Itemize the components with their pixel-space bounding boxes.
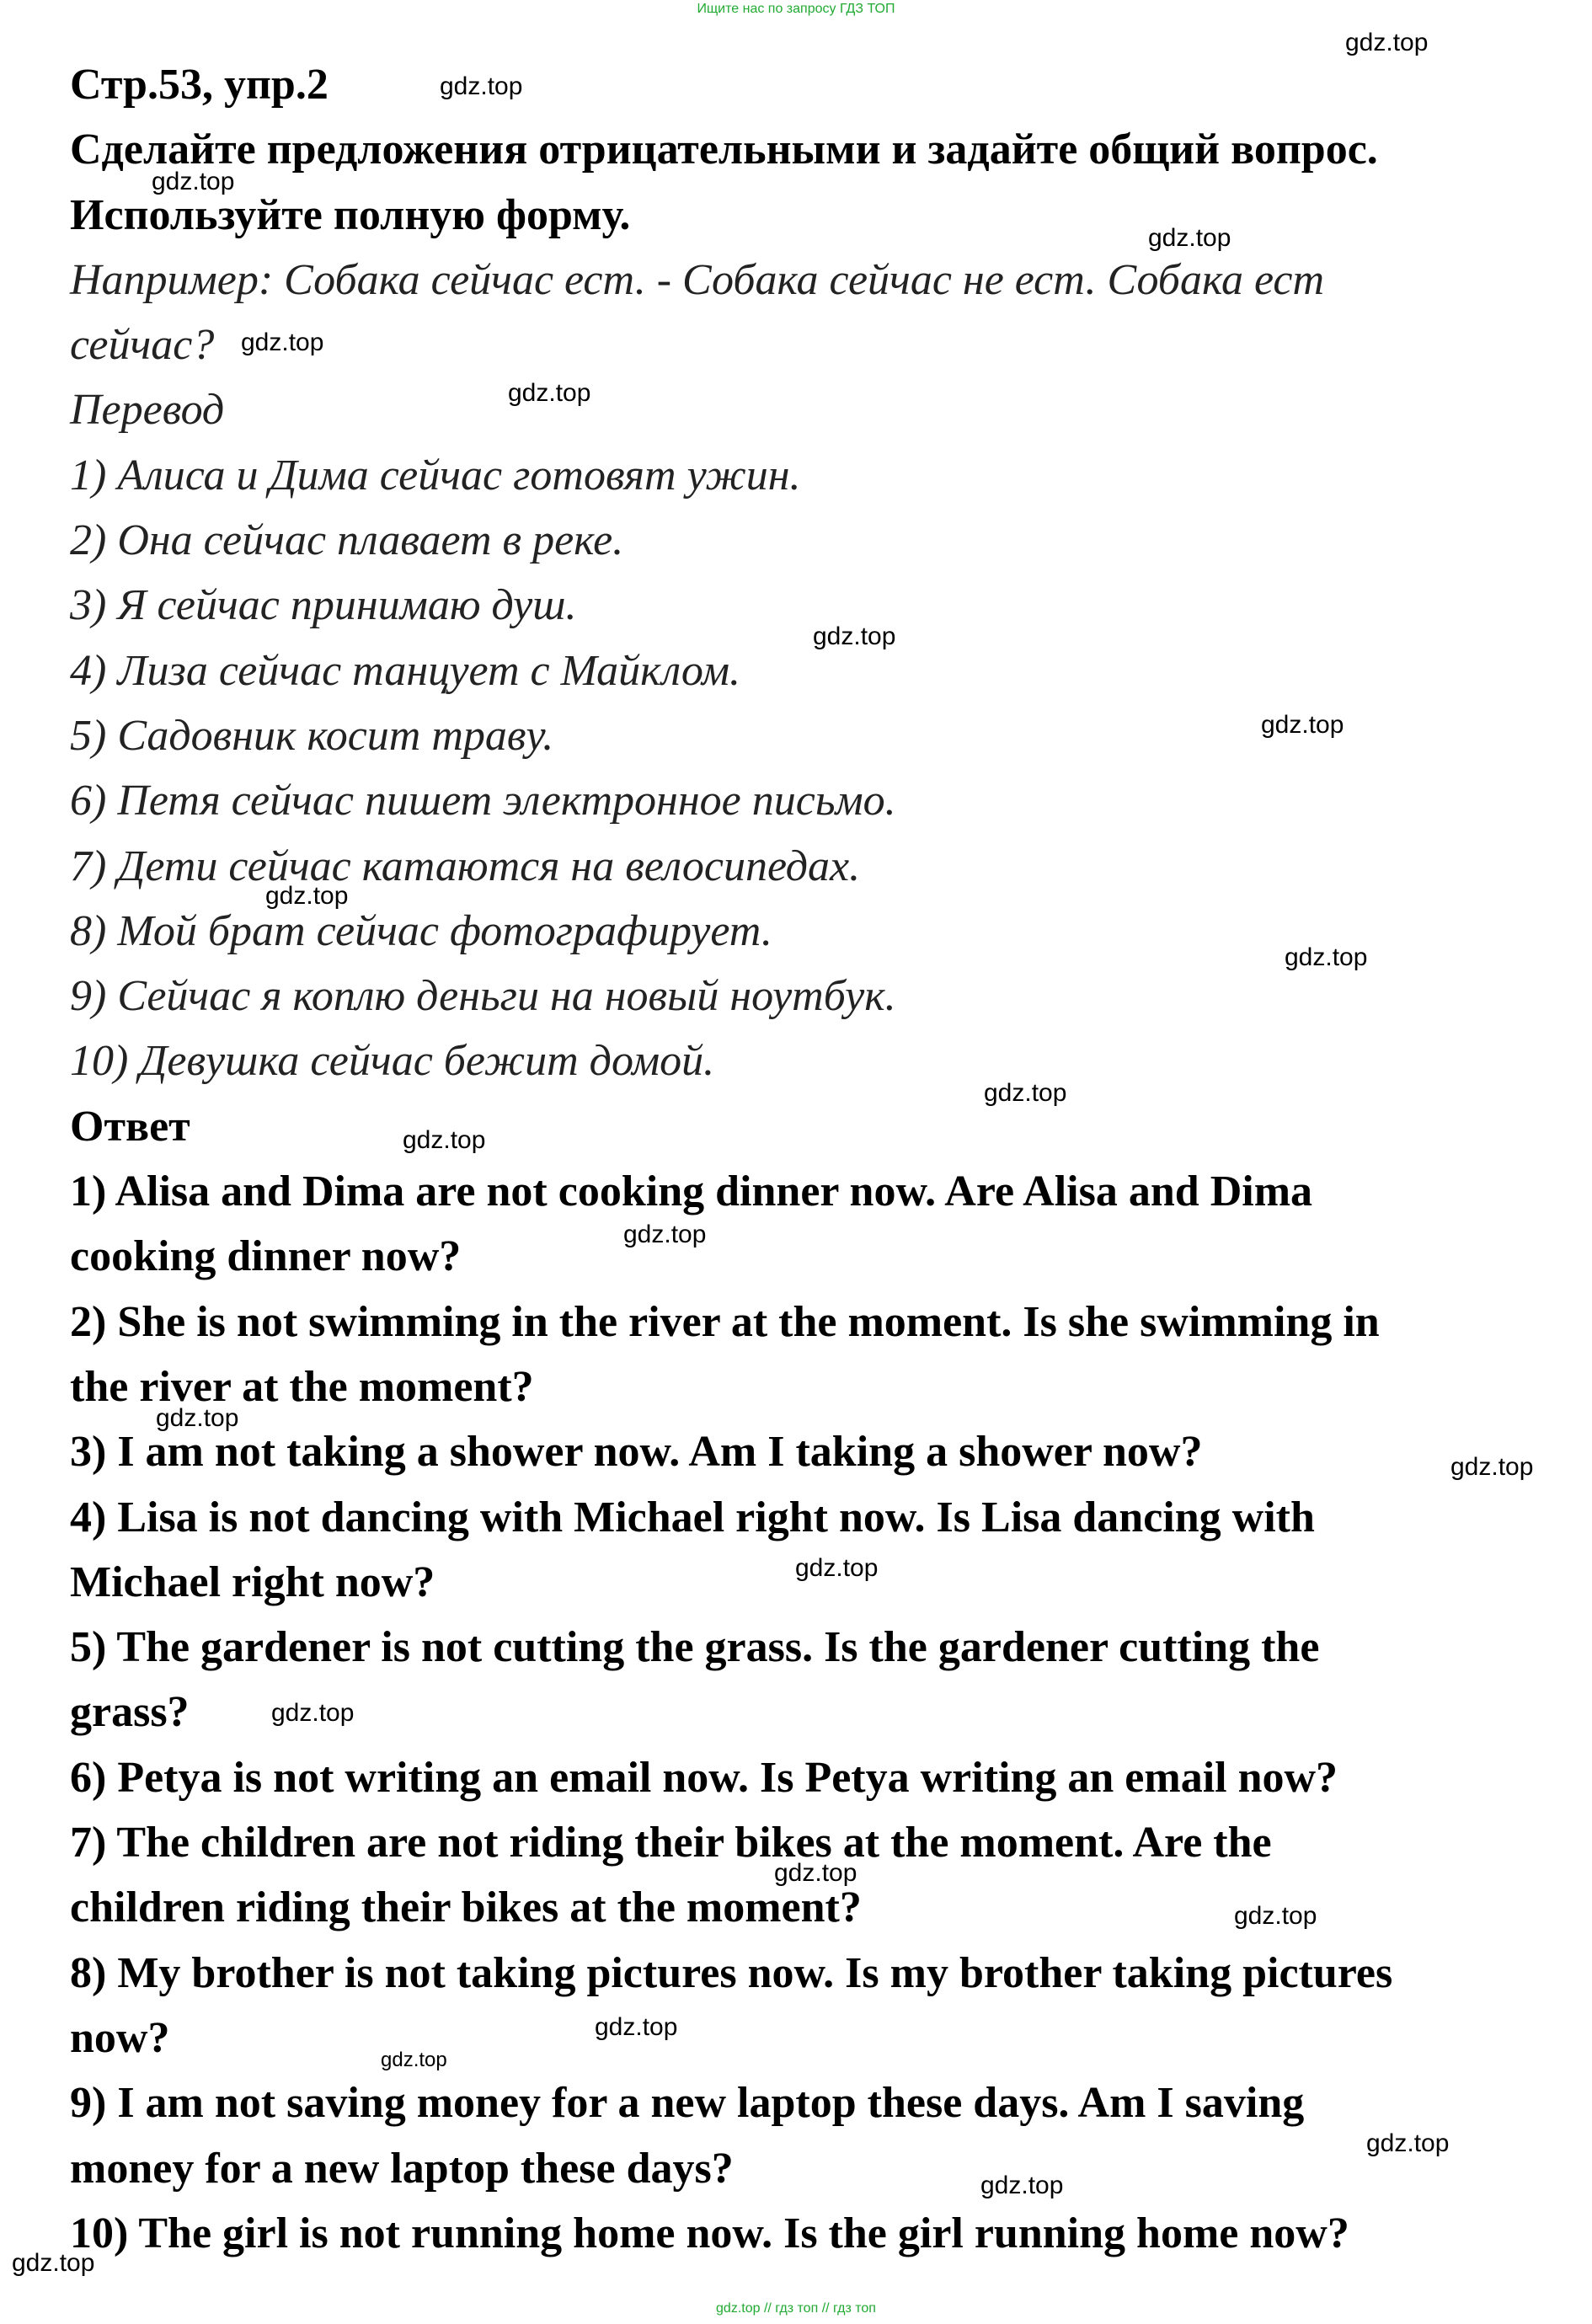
watermark: gdz.top bbox=[1234, 1902, 1317, 1930]
translation-item: 7) Дети сейчас катаются на велосипедах. bbox=[70, 841, 861, 890]
answer-line: 1) Alisa and Dima are not cooking dinner now. Are Alisa and Dima bbox=[70, 1167, 1313, 1216]
watermark: gdz.top bbox=[774, 1859, 857, 1887]
watermark: gdz.top bbox=[152, 168, 235, 195]
answer-line: money for a new laptop these days? bbox=[70, 2144, 734, 2193]
translation-item: 1) Алиса и Дима сейчас готовят ужин. bbox=[70, 451, 801, 500]
watermark: gdz.top bbox=[265, 882, 349, 910]
answer-line: children riding their bikes at the moment? bbox=[70, 1883, 862, 1932]
watermark: gdz.top bbox=[595, 2013, 678, 2041]
translation-item: 9) Сейчас я коплю деньги на новый ноутбук. bbox=[70, 972, 896, 1021]
answer-heading: Ответ bbox=[70, 1102, 190, 1151]
watermark: gdz.top bbox=[984, 1079, 1067, 1107]
example-line-2: сейчас? bbox=[70, 321, 215, 370]
answer-line: now? bbox=[70, 2013, 170, 2062]
watermark: gdz.top bbox=[795, 1554, 879, 1582]
answer-line: grass? bbox=[70, 1688, 190, 1737]
watermark: gdz.top bbox=[1366, 2129, 1450, 2157]
page-reference: Стр.53, упр.2 bbox=[70, 61, 329, 109]
answer-line: 3) I am not taking a shower now. Am I taking a shower now? bbox=[70, 1428, 1203, 1477]
watermark: gdz.top bbox=[623, 1221, 707, 1248]
watermark: gdz.top bbox=[1261, 711, 1344, 739]
answer-line: Michael right now? bbox=[70, 1557, 435, 1606]
watermark: gdz.top bbox=[403, 1126, 486, 1154]
watermark: gdz.top bbox=[508, 379, 591, 407]
watermark: gdz.top bbox=[980, 2172, 1064, 2199]
answer-line: 9) I am not saving money for a new laptop these days. Am I saving bbox=[70, 2079, 1305, 2128]
watermark: gdz.top bbox=[12, 2249, 95, 2277]
answer-line: 5) The gardener is not cutting the grass. Is the gardener cutting the bbox=[70, 1623, 1320, 1672]
task-instruction-line-2: Используйте полную форму. bbox=[70, 190, 631, 239]
translation-item: 4) Лиза сейчас танцует с Майклом. bbox=[70, 646, 741, 695]
translation-item: 3) Я сейчас принимаю душ. bbox=[70, 581, 577, 630]
answer-line: 10) The girl is not running home now. Is the girl running home now? bbox=[70, 2209, 1349, 2257]
translation-item: 5) Садовник косит траву. bbox=[70, 711, 554, 760]
answer-line: 4) Lisa is not dancing with Michael right now. Is Lisa dancing with bbox=[70, 1493, 1315, 1541]
answer-line: 8) My brother is not taking pictures now. Is my brother taking pictures bbox=[70, 1948, 1393, 1997]
top-banner: Ищите нас по запросу ГДЗ ТОП bbox=[697, 2, 895, 16]
answer-line: 6) Petya is not writing an email now. Is Petya writing an email now? bbox=[70, 1753, 1338, 1802]
document-body bbox=[70, 52, 1578, 2266]
example-line-1: Например: Собака сейчас ест. - Собака сейчас не ест. Собака ест bbox=[70, 255, 1325, 304]
answer-line: 2) She is not swimming in the river at the moment. Is she swimming in bbox=[70, 1297, 1380, 1346]
watermark: gdz.top bbox=[381, 2049, 447, 2071]
answer-line: 7) The children are not riding their bikes at the moment. Are the bbox=[70, 1819, 1272, 1867]
task-instruction-line-1: Сделайте предложения отрицательными и задайте общий вопрос. bbox=[70, 126, 1378, 174]
translation-item: 10) Девушка сейчас бежит домой. bbox=[70, 1037, 715, 1086]
watermark: gdz.top bbox=[1285, 943, 1368, 971]
translation-item: 6) Петя сейчас пишет электронное письмо. bbox=[70, 777, 896, 825]
watermark: gdz.top bbox=[1148, 224, 1231, 252]
translation-item: 8) Мой брат сейчас фотографирует. bbox=[70, 906, 772, 955]
footer: gdz.top // гдз топ // гдз топ bbox=[716, 2301, 876, 2316]
answer-line: the river at the moment? bbox=[70, 1362, 534, 1411]
translation-heading: Перевод bbox=[70, 386, 225, 435]
watermark: gdz.top bbox=[1345, 29, 1429, 56]
translation-item: 2) Она сейчас плавает в реке. bbox=[70, 516, 624, 565]
watermark: gdz.top bbox=[440, 72, 523, 100]
watermark: gdz.top bbox=[156, 1404, 239, 1432]
watermark: gdz.top bbox=[813, 622, 896, 650]
watermark: gdz.top bbox=[1450, 1453, 1534, 1481]
watermark: gdz.top bbox=[271, 1699, 355, 1727]
watermark: gdz.top bbox=[241, 329, 324, 356]
answer-line: cooking dinner now? bbox=[70, 1232, 462, 1281]
